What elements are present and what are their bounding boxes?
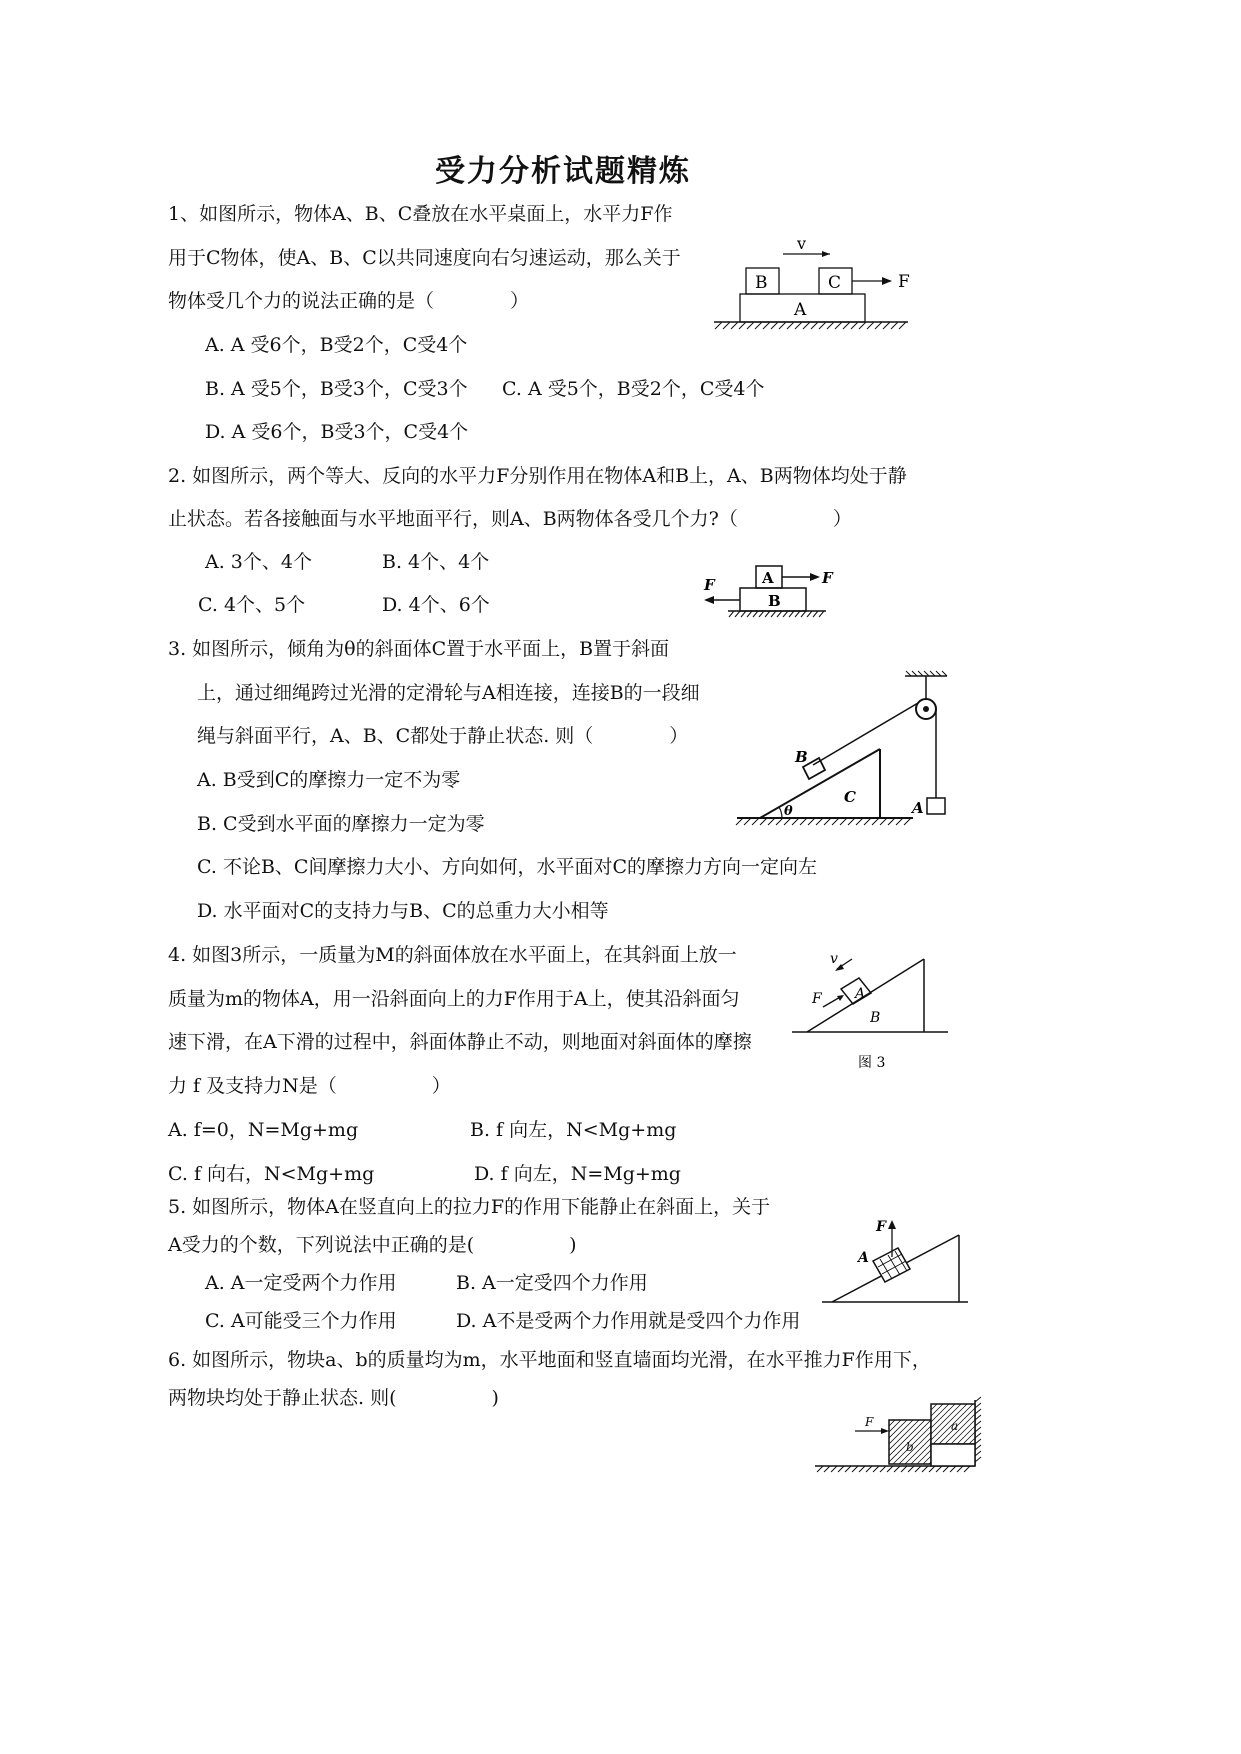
q1-line-3: 物体受几个力的说法正确的是（ ） — [168, 290, 530, 312]
q4-fig-label-b: B — [870, 1010, 881, 1026]
q3-fig-label-c: C — [844, 788, 856, 806]
q6-fig-label-a: a — [951, 1419, 959, 1433]
q6-line-2: 两物块均处于静止状态. 则( ) — [168, 1387, 499, 1409]
q2-line-2: 止状态。若各接触面与水平地面平行，则A、B两物体各受几个力?（ ） — [168, 508, 852, 530]
q2-fig-label-b: B — [768, 592, 781, 610]
q1-option-a: A. A 受6个，B受2个，C受4个 — [205, 334, 468, 356]
q1-fig-label-c: C — [828, 273, 842, 293]
q4-line-2: 质量为m的物体A，用一沿斜面向上的力F作用于A上，使其沿斜面匀 — [168, 988, 740, 1010]
q3-line-2: 上，通过细绳跨过光滑的定滑轮与A相连接，连接B的一段细 — [197, 682, 700, 704]
q5-line-2: A受力的个数，下列说法中正确的是( ) — [168, 1234, 577, 1256]
q2-option-b: B. 4个、4个 — [382, 551, 490, 573]
q5-option-d: D. A不是受两个力作用就是受四个力作用 — [456, 1310, 801, 1332]
q4-option-c: C. f 向右，N<Mg+mg — [168, 1163, 375, 1185]
q2-option-a: A. 3个、4个 — [205, 551, 312, 573]
q4-fig-label-a: A — [855, 986, 866, 1002]
q3-line-1: 3. 如图所示，倾角为θ的斜面体C置于水平面上，B置于斜面 — [168, 638, 670, 660]
q1-figure-stacked-blocks — [710, 235, 920, 335]
q3-figure-incline-pulley — [735, 672, 970, 837]
q3-line-3: 绳与斜面平行，A、B、C都处于静止状态. 则（ ） — [197, 725, 689, 747]
q3-fig-label-b: B — [795, 748, 808, 766]
q1-option-d: D. A 受6个，B受3个，C受4个 — [205, 421, 469, 443]
q1-line-2: 用于C物体，使A、B、C以共同速度向右匀速运动，那么关于 — [168, 247, 681, 269]
q1-fig-label-a: A — [794, 300, 807, 320]
q4-line-3: 速下滑，在A下滑的过程中，斜面体静止不动，则地面对斜面体的摩擦 — [168, 1031, 752, 1053]
q2-fig-label-a: A — [762, 569, 774, 587]
q3-option-a: A. B受到C的摩擦力一定不为零 — [197, 769, 461, 791]
q6-fig-label-f: F — [865, 1415, 874, 1429]
q2-fig-label-f-right: F — [822, 569, 833, 587]
q2-option-d: D. 4个、6个 — [382, 594, 490, 616]
q1-option-c: C. A 受5个，B受2个，C受4个 — [502, 378, 765, 400]
q4-line-4: 力 f 及支持力N是（ ） — [168, 1075, 451, 1097]
q4-fig-label-v: v — [830, 951, 838, 967]
q5-option-c: C. A可能受三个力作用 — [205, 1310, 397, 1332]
q6-support-block — [931, 1444, 975, 1466]
q4-figure-incline-block — [785, 945, 955, 1075]
q1-fig-label-b: B — [755, 273, 768, 293]
q6-fig-label-b: b — [906, 1440, 914, 1454]
q3-fig-label-a: A — [912, 799, 924, 817]
q4-line-1: 4. 如图3所示，一质量为M的斜面体放在水平面上，在其斜面上放一 — [168, 944, 737, 966]
q5-option-b: B. A一定受四个力作用 — [456, 1272, 648, 1294]
q5-figure-incline-lifted-block — [818, 1215, 973, 1315]
q4-option-a: A. f=0，N=Mg+mg — [168, 1119, 359, 1141]
q1-fig-label-f: F — [898, 272, 910, 292]
q3-option-d: D. 水平面对C的支持力与B、C的总重力大小相等 — [197, 900, 609, 922]
q1-line-1: 1、如图所示，物体A、B、C叠放在水平桌面上，水平力F作 — [168, 203, 673, 225]
q3-option-c: C. 不论B、C间摩擦力大小、方向如何，水平面对C的摩擦力方向一定向左 — [197, 856, 817, 878]
q5-line-1: 5. 如图所示，物体A在竖直向上的拉力F的作用下能静止在斜面上，关于 — [168, 1196, 771, 1218]
q5-fig-label-f: F — [876, 1219, 886, 1235]
q4-option-b: B. f 向左，N<Mg+mg — [470, 1119, 677, 1141]
q2-fig-label-f-left: F — [704, 576, 715, 594]
q4-fig-label-f: F — [812, 991, 822, 1007]
q2-line-1: 2. 如图所示，两个等大、反向的水平力F分别作用在物体A和B上，A、B两物体均处于静 — [168, 465, 907, 487]
q3-option-b: B. C受到水平面的摩擦力一定为零 — [197, 813, 485, 835]
q4-fig-caption: 图 3 — [858, 1055, 886, 1071]
page-title: 受力分析试题精炼 — [435, 154, 691, 189]
q3-fig-label-theta: θ — [784, 804, 793, 819]
q6-line-1: 6. 如图所示，物块a、b的质量均为m，水平地面和竖直墙面均光滑，在水平推力F作用下， — [168, 1349, 931, 1371]
q4-option-d: D. f 向左，N=Mg+mg — [474, 1163, 681, 1185]
q2-figure-two-blocks — [698, 560, 838, 620]
q2-option-c: C. 4个、5个 — [198, 594, 306, 616]
q6-figure-blocks-against-wall — [815, 1398, 985, 1478]
q5-option-a: A. A一定受两个力作用 — [205, 1272, 397, 1294]
q1-fig-label-v: v — [797, 234, 807, 253]
q5-fig-label-a: A — [858, 1250, 869, 1266]
q1-option-b: B. A 受5个，B受3个，C受3个 — [205, 378, 468, 400]
